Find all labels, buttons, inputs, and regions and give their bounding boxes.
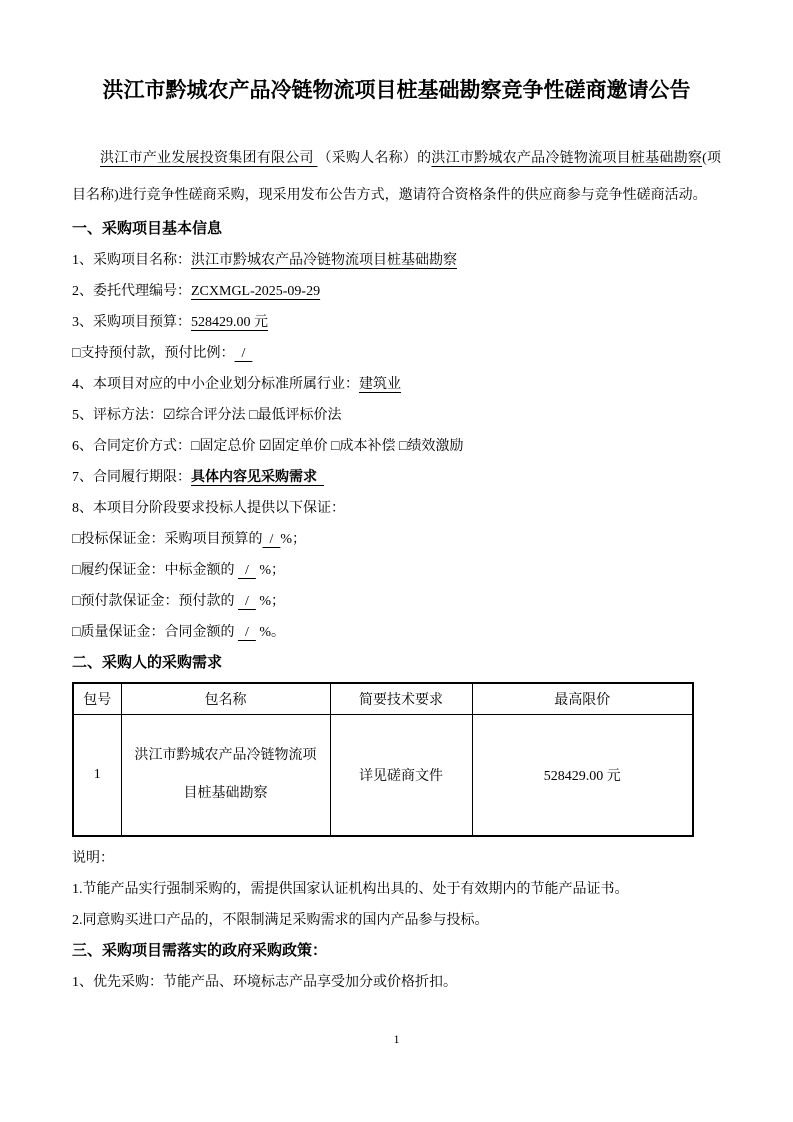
text-run: 5、评标方法： <box>72 408 163 423</box>
text-run: 3、采购项目预算： <box>72 315 191 330</box>
doc-line <box>72 586 721 617</box>
text-run: 8、本项目分阶段要求投标人提供以下保证： <box>72 501 345 516</box>
text-run: %； <box>255 563 286 578</box>
intro-paragraph <box>72 140 721 214</box>
doc-line <box>72 338 721 369</box>
doc-line <box>72 967 721 998</box>
section-basic-info <box>72 214 721 679</box>
checkbox-unchecked-icon: □ <box>72 532 81 547</box>
text-run: （采购人名称）的 <box>317 151 432 166</box>
doc-line <box>72 493 721 524</box>
text-run: 1、优先采购：节能产品、环境标志产品享受加分或价格折扣。 <box>72 975 457 990</box>
table-header-cell: 最高限价 <box>472 683 693 714</box>
doc-line <box>72 400 721 431</box>
underlined-value: / <box>237 563 256 578</box>
text-run: 一、采购项目基本信息 <box>72 221 223 237</box>
text-run: 1、采购项目名称： <box>72 253 191 268</box>
checkbox-checked-icon: ☑ <box>163 408 176 423</box>
text-run: 固定单价 <box>271 439 332 454</box>
table-cell: 528429.00 元 <box>472 714 693 836</box>
checkbox-unchecked-icon: □ <box>72 563 81 578</box>
underlined-value: 528429.00 元 <box>191 315 268 330</box>
section-notes-policies <box>72 843 721 998</box>
underlined-value: 洪江市产业发展投资集团有限公司 <box>100 151 318 166</box>
requirements-table <box>72 682 694 837</box>
table-header-cell: 包名称 <box>121 683 330 714</box>
underlined-value: / <box>237 594 256 609</box>
text-run: 6、合同定价方式： <box>72 439 191 454</box>
checkbox-checked-icon: ☑ <box>258 439 272 454</box>
doc-line <box>72 524 721 555</box>
text-run: 2.同意购买进口产品的，不限制满足采购需求的国内产品参与投标。 <box>72 913 489 928</box>
checkbox-unchecked-icon: □ <box>249 408 258 423</box>
doc-line <box>72 874 721 905</box>
text-run: 支持预付款，预付比例： <box>80 346 235 361</box>
text-run: 成本补偿 <box>339 439 399 454</box>
text-run: 1.节能产品实行强制采购的，需提供国家认证机构出具的、处于有效期内的节能产品证书。 <box>72 882 629 897</box>
checkbox-unchecked-icon: □ <box>331 439 340 454</box>
table-header-cell: 简要技术要求 <box>330 683 472 714</box>
underlined-value: 具体内容见采购需求 <box>191 470 324 485</box>
underlined-value: / <box>234 346 253 361</box>
text-run: 固定总价 <box>199 439 259 454</box>
doc-line <box>72 555 721 586</box>
text-run: 最低评标价法 <box>257 408 342 423</box>
table-row <box>73 714 693 836</box>
text-run: 质量保证金：合同金额的 <box>80 625 238 640</box>
doc-line <box>72 431 721 462</box>
text-run: 4、本项目对应的中小企业划分标准所属行业： <box>72 377 359 392</box>
table-body <box>73 714 693 836</box>
document-content <box>72 74 721 998</box>
checkbox-unchecked-icon: □ <box>72 346 81 361</box>
section-heading <box>72 648 721 679</box>
text-run: 7、合同履行期限： <box>72 470 191 485</box>
text-run: %； <box>280 532 307 547</box>
section-heading <box>72 936 721 967</box>
underlined-value: ZCXMGL-2025-09-29 <box>191 284 321 299</box>
text-run: 预付款保证金：预付款的 <box>80 594 238 609</box>
underlined-value: 洪江市黔城农产品冷链物流项目桩基础勘察 <box>191 253 457 268</box>
text-run: 说明： <box>72 851 114 866</box>
table-cell: 1 <box>73 714 121 836</box>
doc-line <box>72 462 721 493</box>
page-number: 1 <box>393 1032 400 1046</box>
page-title: 洪江市黔城农产品冷链物流项目桩基础勘察竞争性磋商邀请公告 <box>102 78 691 102</box>
checkbox-unchecked-icon: □ <box>72 594 81 609</box>
text-run: %。 <box>255 625 286 640</box>
doc-line <box>72 276 721 307</box>
underlined-value: / <box>237 625 256 640</box>
doc-line <box>72 905 721 936</box>
doc-line <box>72 245 721 276</box>
table-cell: 洪江市黔城农产品冷链物流项目桩基础勘察 <box>121 714 330 836</box>
underlined-value: 建筑业 <box>359 377 401 392</box>
text-run: 绩效激励 <box>407 439 464 454</box>
text-run: %； <box>255 594 286 609</box>
section-heading <box>72 214 721 245</box>
doc-line <box>72 369 721 400</box>
text-run: 投标保证金：采购项目预算的 <box>80 532 263 547</box>
table-header-row <box>73 683 693 714</box>
checkbox-unchecked-icon: □ <box>191 439 200 454</box>
table-cell: 详见磋商文件 <box>330 714 472 836</box>
doc-line <box>72 307 721 338</box>
text-run: 综合评分法 <box>175 408 250 423</box>
checkbox-unchecked-icon: □ <box>399 439 408 454</box>
text-run: 履约保证金：中标金额的 <box>80 563 238 578</box>
text-run: 三、采购项目需落实的政府采购政策： <box>72 943 328 959</box>
underlined-value: 洪江市黔城农产品冷链物流项目桩基础勘察 <box>431 151 703 166</box>
text-run: 二、采购人的采购需求 <box>72 655 223 671</box>
table-header-cell: 包号 <box>73 683 121 714</box>
text-run: (项目名称)进行竞争性磋商采购，现采用发布公告方式，邀请符合资格条件的供应商参与竞争性磋商活动。 <box>72 151 722 203</box>
underlined-value: / <box>262 532 281 547</box>
doc-line <box>72 617 721 648</box>
checkbox-unchecked-icon: □ <box>72 625 81 640</box>
text-run: 2、委托代理编号： <box>72 284 191 299</box>
doc-line <box>72 843 721 874</box>
